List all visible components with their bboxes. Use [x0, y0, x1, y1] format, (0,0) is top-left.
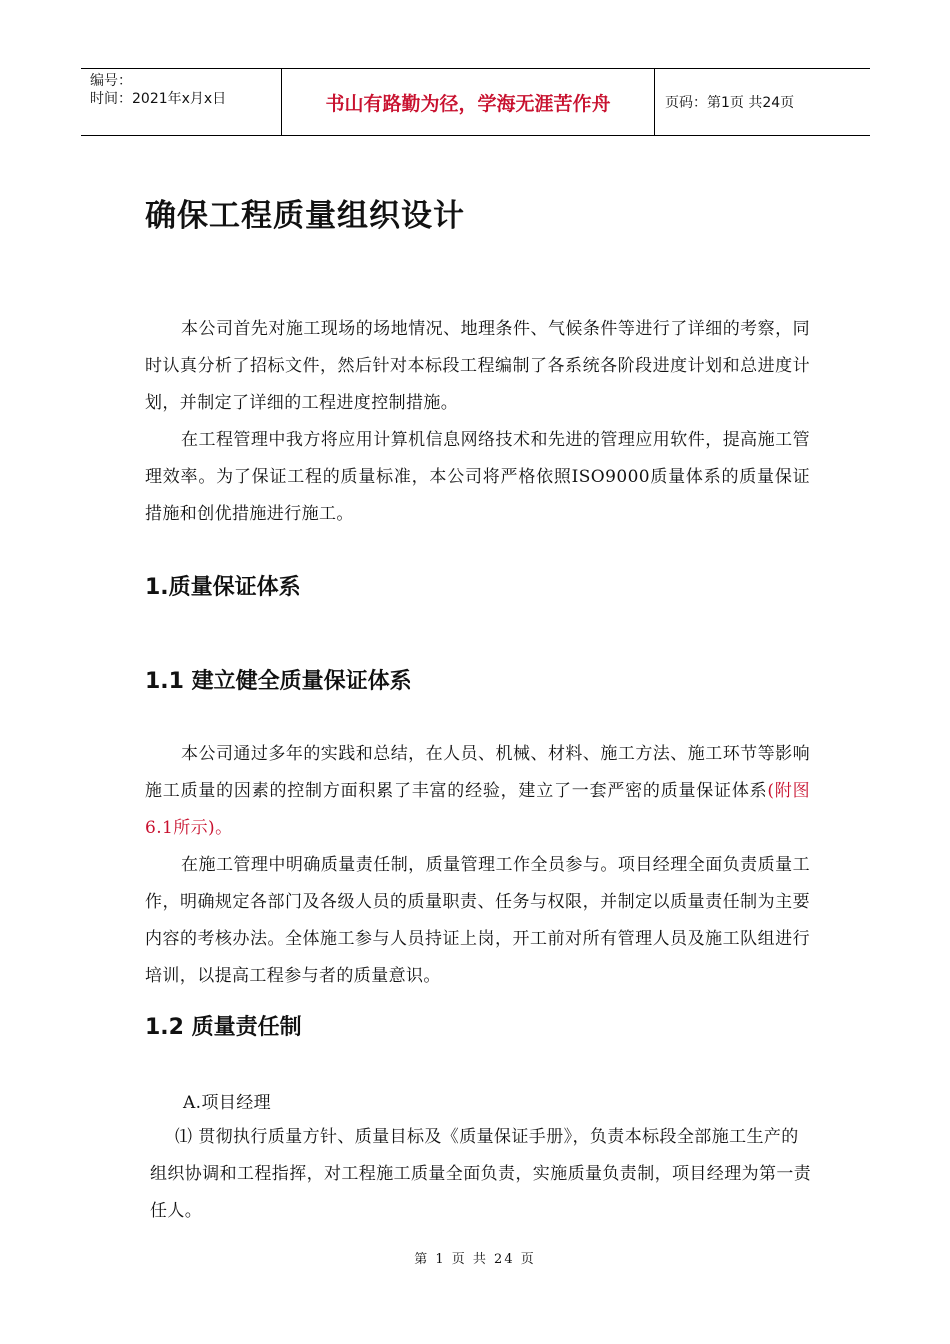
document-header	[81, 68, 870, 136]
section-1-2-heading: 1.2 质量责任制	[145, 1015, 302, 1040]
document-title: 确保工程质量组织设计	[145, 198, 465, 234]
project-manager-item-1: ⑴ 贯彻执行质量方针、质量目标及《质量保证手册》，负责本标段全部施工生产的组织协调和工程指挥，对工程施工质量全面负责，实施质量负责制，项目经理为第一责任人。	[150, 1127, 812, 1221]
section-1-1-paragraph-2: 在施工管理中明确质量责任制，质量管理工作全员参与。项目经理全面负责质量工作，明确规定各部门及各级人员的质量职责、任务与权限，并制定以质量责任制为主要内容的考核办法。全体施工参与人员持证上岗，开工前对所有管理人员及施工队组进行培训，以提高工程参与者的质量意识。	[145, 855, 810, 986]
header-motto: 书山有路勤为径，学海无涯苦作舟	[282, 69, 655, 135]
intro-section	[145, 311, 810, 533]
header-number-label: 编号：	[90, 73, 132, 89]
sub-heading-project-manager: A.项目经理	[183, 1093, 272, 1113]
intro-paragraph-1: 本公司首先对施工现场的场地情况、地理条件、气候条件等进行了详细的考察，同时认真分析了招标文件，然后针对本标段工程编制了各系统各阶段进度计划和总进度计划，并制定了详细的工程进度控制措施。	[145, 319, 810, 413]
section-1-1-paragraph-1-text: 本公司通过多年的实践和总结，在人员、机械、材料、施工方法、施工环节等影响施工质量的因素的控制方面积累了丰富的经验，建立了一套严密的质量保证体系	[145, 744, 810, 801]
section-1-1-heading: 1.1 建立健全质量保证体系	[145, 669, 412, 694]
section-1-1-paragraph-1	[145, 736, 810, 847]
section-1-2-body	[150, 1119, 815, 1230]
header-meta-cell	[81, 69, 282, 135]
section-1-2-sub-a	[183, 1085, 813, 1122]
intro-paragraph-2: 在工程管理中我方将应用计算机信息网络技术和先进的管理应用软件，提高施工管理效率。为了保证工程的质量标准，本公司将严格依照ISO9000质量体系的质量保证措施和创优措施进行施工。	[145, 430, 810, 524]
section-1-1-body	[145, 736, 810, 995]
header-page-info: 页码：第1页 共24页	[665, 95, 795, 111]
header-date-label: 时间：2021年x月x日	[90, 91, 227, 107]
page-footer: 第 1 页 共 24 页	[414, 1252, 536, 1267]
section-1-heading: 1.质量保证体系	[145, 575, 301, 600]
figure-reference-link[interactable]: (附图6.1所示)。	[145, 781, 810, 838]
